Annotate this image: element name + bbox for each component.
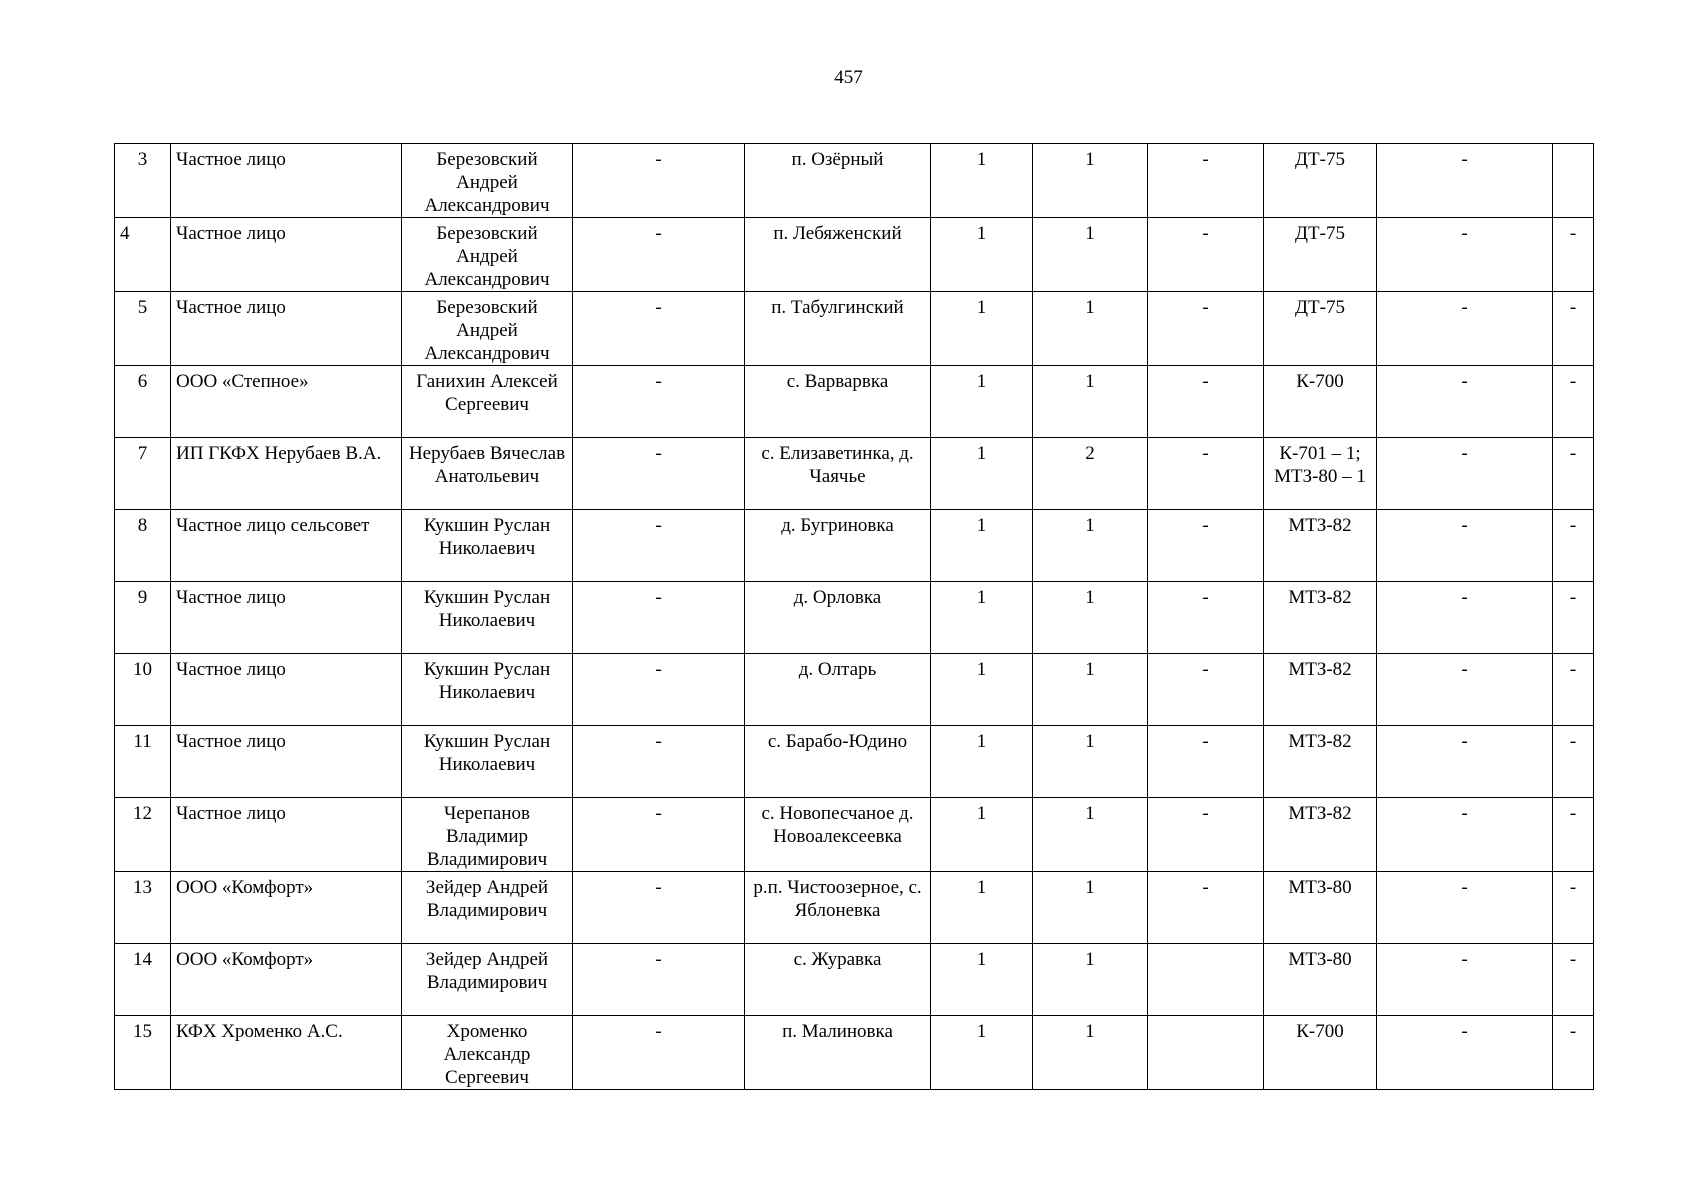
cell-owner: ООО «Комфорт» (171, 872, 402, 944)
cell-owner: Частное лицо (171, 292, 402, 366)
cell-col4: - (573, 798, 745, 872)
cell-equipment-model: МТЗ-80 (1264, 944, 1377, 1016)
cell-row-number: 5 (115, 292, 171, 366)
cell-col6: 1 (931, 292, 1033, 366)
cell-col6: 1 (931, 582, 1033, 654)
cell-owner: Частное лицо (171, 218, 402, 292)
cell-col11: - (1553, 366, 1594, 438)
table-row (115, 582, 1594, 654)
table-row (115, 438, 1594, 510)
cell-equipment-model: МТЗ-82 (1264, 510, 1377, 582)
cell-owner: ООО «Степное» (171, 366, 402, 438)
cell-col7: 1 (1033, 872, 1148, 944)
cell-col7: 1 (1033, 218, 1148, 292)
cell-location: п. Табулгинский (745, 292, 931, 366)
cell-col4: - (573, 654, 745, 726)
cell-col10: - (1377, 944, 1553, 1016)
cell-location: п. Лебяженский (745, 218, 931, 292)
cell-col6: 1 (931, 654, 1033, 726)
cell-col6: 1 (931, 438, 1033, 510)
cell-col11: - (1553, 726, 1594, 798)
cell-location: с. Елизаветинка, д. Чаячье (745, 438, 931, 510)
cell-col7: 1 (1033, 726, 1148, 798)
cell-col6: 1 (931, 726, 1033, 798)
cell-location: р.п. Чистоозерное, с. Яблоневка (745, 872, 931, 944)
cell-col4: - (573, 944, 745, 1016)
cell-col10: - (1377, 872, 1553, 944)
cell-col4: - (573, 218, 745, 292)
cell-row-number: 10 (115, 654, 171, 726)
cell-col10: - (1377, 144, 1553, 218)
cell-col11: - (1553, 582, 1594, 654)
cell-col7: 1 (1033, 654, 1148, 726)
cell-row-number: 7 (115, 438, 171, 510)
table-row (115, 1016, 1594, 1090)
cell-col10: - (1377, 510, 1553, 582)
cell-col7: 1 (1033, 366, 1148, 438)
cell-row-number: 14 (115, 944, 171, 1016)
cell-col4: - (573, 144, 745, 218)
cell-col4: - (573, 438, 745, 510)
cell-col8: - (1148, 218, 1264, 292)
cell-row-number: 9 (115, 582, 171, 654)
cell-responsible-person: Ганихин Алексей Сергеевич (402, 366, 573, 438)
cell-col10: - (1377, 798, 1553, 872)
table-body (115, 144, 1594, 1090)
cell-col8: - (1148, 798, 1264, 872)
cell-col11: - (1553, 654, 1594, 726)
table-row (115, 510, 1594, 582)
cell-responsible-person: Березовский Андрей Александрович (402, 144, 573, 218)
cell-col10: - (1377, 1016, 1553, 1090)
cell-col11: - (1553, 798, 1594, 872)
cell-col6: 1 (931, 944, 1033, 1016)
cell-responsible-person: Хроменко Александр Сергеевич (402, 1016, 573, 1090)
table-row (115, 292, 1594, 366)
cell-equipment-model: ДТ-75 (1264, 144, 1377, 218)
cell-col7: 2 (1033, 438, 1148, 510)
cell-col11: - (1553, 218, 1594, 292)
cell-col4: - (573, 510, 745, 582)
cell-col4: - (573, 366, 745, 438)
table-row (115, 944, 1594, 1016)
cell-responsible-person: Березовский Андрей Александрович (402, 218, 573, 292)
cell-responsible-person: Кукшин Руслан Николаевич (402, 582, 573, 654)
cell-equipment-model: МТЗ-82 (1264, 726, 1377, 798)
cell-owner: КФХ Хроменко А.С. (171, 1016, 402, 1090)
cell-responsible-person: Березовский Андрей Александрович (402, 292, 573, 366)
cell-equipment-model: МТЗ-82 (1264, 654, 1377, 726)
cell-col10: - (1377, 366, 1553, 438)
cell-col8: - (1148, 582, 1264, 654)
cell-col6: 1 (931, 510, 1033, 582)
cell-col6: 1 (931, 144, 1033, 218)
cell-col4: - (573, 582, 745, 654)
cell-col7: 1 (1033, 292, 1148, 366)
cell-col8: - (1148, 438, 1264, 510)
cell-row-number: 6 (115, 366, 171, 438)
cell-col7: 1 (1033, 144, 1148, 218)
cell-owner: Частное лицо сельсовет (171, 510, 402, 582)
table-row (115, 726, 1594, 798)
cell-col7: 1 (1033, 1016, 1148, 1090)
cell-equipment-model: К-700 (1264, 366, 1377, 438)
cell-col7: 1 (1033, 798, 1148, 872)
cell-col11: - (1553, 944, 1594, 1016)
cell-responsible-person: Нерубаев Вячеслав Анатольевич (402, 438, 573, 510)
cell-col10: - (1377, 218, 1553, 292)
equipment-table (114, 143, 1594, 1090)
table-row (115, 872, 1594, 944)
cell-col8: - (1148, 510, 1264, 582)
cell-responsible-person: Зейдер Андрей Владимирович (402, 872, 573, 944)
cell-row-number: 15 (115, 1016, 171, 1090)
cell-location: с. Новопесчаное д. Новоалексеевка (745, 798, 931, 872)
cell-col8 (1148, 944, 1264, 1016)
cell-col6: 1 (931, 872, 1033, 944)
cell-row-number: 8 (115, 510, 171, 582)
cell-col11: - (1553, 438, 1594, 510)
cell-location: д. Бугриновка (745, 510, 931, 582)
cell-location: п. Малиновка (745, 1016, 931, 1090)
cell-col11: - (1553, 510, 1594, 582)
cell-equipment-model: К-701 – 1; МТЗ-80 – 1 (1264, 438, 1377, 510)
cell-equipment-model: МТЗ-82 (1264, 582, 1377, 654)
cell-col6: 1 (931, 366, 1033, 438)
cell-col6: 1 (931, 218, 1033, 292)
page-number: 457 (834, 67, 863, 88)
cell-equipment-model: К-700 (1264, 1016, 1377, 1090)
cell-col4: - (573, 872, 745, 944)
cell-owner: ИП ГКФХ Нерубаев В.А. (171, 438, 402, 510)
cell-col8 (1148, 1016, 1264, 1090)
table-row (115, 798, 1594, 872)
cell-col8: - (1148, 726, 1264, 798)
cell-row-number: 12 (115, 798, 171, 872)
cell-col10: - (1377, 292, 1553, 366)
cell-location: д. Орловка (745, 582, 931, 654)
cell-row-number: 11 (115, 726, 171, 798)
cell-col11: - (1553, 872, 1594, 944)
cell-location: с. Барабо-Юдино (745, 726, 931, 798)
cell-col6: 1 (931, 1016, 1033, 1090)
cell-owner: Частное лицо (171, 582, 402, 654)
table-row (115, 144, 1594, 218)
cell-location: с. Журавка (745, 944, 931, 1016)
cell-col8: - (1148, 292, 1264, 366)
cell-col4: - (573, 292, 745, 366)
cell-responsible-person: Зейдер Андрей Владимирович (402, 944, 573, 1016)
cell-owner: ООО «Комфорт» (171, 944, 402, 1016)
cell-col6: 1 (931, 798, 1033, 872)
cell-responsible-person: Кукшин Руслан Николаевич (402, 726, 573, 798)
cell-location: п. Озёрный (745, 144, 931, 218)
cell-col10: - (1377, 726, 1553, 798)
table-row (115, 366, 1594, 438)
cell-location: с. Варварвка (745, 366, 931, 438)
cell-row-number: 4 (115, 218, 171, 292)
cell-col11: - (1553, 292, 1594, 366)
cell-col4: - (573, 726, 745, 798)
table-row (115, 654, 1594, 726)
cell-col8: - (1148, 872, 1264, 944)
cell-owner: Частное лицо (171, 726, 402, 798)
cell-col7: 1 (1033, 510, 1148, 582)
cell-responsible-person: Кукшин Руслан Николаевич (402, 654, 573, 726)
cell-responsible-person: Черепанов Владимир Владимирович (402, 798, 573, 872)
cell-col10: - (1377, 582, 1553, 654)
cell-col10: - (1377, 654, 1553, 726)
table-row (115, 218, 1594, 292)
cell-row-number: 13 (115, 872, 171, 944)
cell-col8: - (1148, 366, 1264, 438)
cell-col4: - (573, 1016, 745, 1090)
cell-col11: - (1553, 1016, 1594, 1090)
cell-responsible-person: Кукшин Руслан Николаевич (402, 510, 573, 582)
cell-owner: Частное лицо (171, 144, 402, 218)
cell-col8: - (1148, 654, 1264, 726)
cell-equipment-model: ДТ-75 (1264, 218, 1377, 292)
cell-col7: 1 (1033, 582, 1148, 654)
cell-col7: 1 (1033, 944, 1148, 1016)
cell-owner: Частное лицо (171, 654, 402, 726)
cell-equipment-model: МТЗ-82 (1264, 798, 1377, 872)
cell-col11 (1553, 144, 1594, 218)
cell-row-number: 3 (115, 144, 171, 218)
cell-equipment-model: ДТ-75 (1264, 292, 1377, 366)
cell-col10: - (1377, 438, 1553, 510)
cell-equipment-model: МТЗ-80 (1264, 872, 1377, 944)
cell-location: д. Олтарь (745, 654, 931, 726)
cell-col8: - (1148, 144, 1264, 218)
cell-owner: Частное лицо (171, 798, 402, 872)
